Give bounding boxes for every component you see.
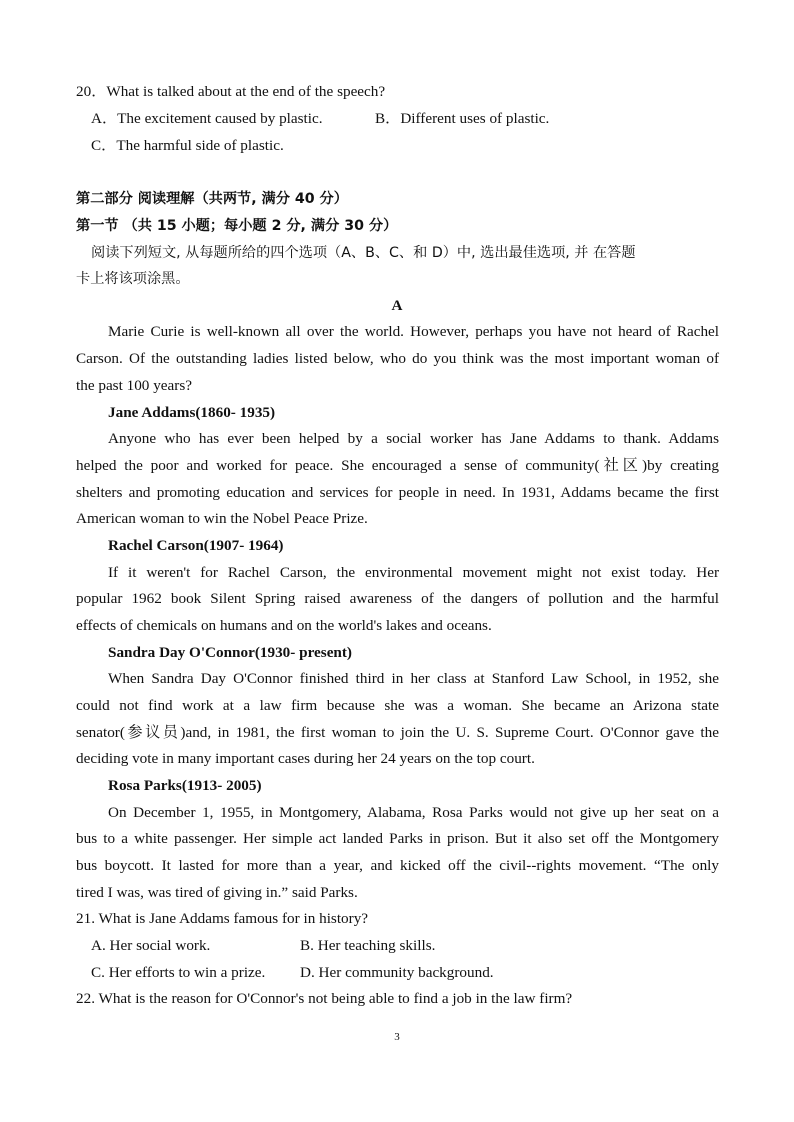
intro-line-3: the past 100 years? bbox=[76, 377, 192, 394]
addams-line-4: American woman to win the Nobel Peace Prize. bbox=[76, 510, 368, 527]
parks-line-3: bus boycott. It lasted for more than a year, and kicked off the civil--rights movement. “The only bbox=[76, 857, 719, 874]
carson-line-1: If it weren't for Rachel Carson, the environmental movement might not exist today. Her bbox=[108, 564, 719, 581]
page-number: 3 bbox=[394, 1031, 400, 1043]
section-name-oconnor: Sandra Day O'Connor(1930- present) bbox=[108, 644, 352, 661]
oconnor-line-1: When Sandra Day O'Connor finished third in her class at Stanford Law School, in 1952, she bbox=[108, 670, 719, 687]
q21-option-b: B. Her teaching skills. bbox=[300, 937, 436, 954]
carson-line-2: popular 1962 book Silent Spring raised awareness of the dangers of pollution and the harmful bbox=[76, 590, 719, 607]
q20-option-c: C．The harmful side of plastic. bbox=[91, 137, 284, 154]
q20-option-a: A．The excitement caused by plastic. bbox=[91, 110, 323, 127]
section-name-addams: Jane Addams(1860- 1935) bbox=[108, 404, 276, 421]
q21-option-a: A. Her social work. bbox=[91, 937, 211, 954]
intro-line-1: Marie Curie is well-known all over the world. However, perhaps you have not heard of Rachel bbox=[108, 323, 719, 340]
carson-line-3: effects of chemicals on humans and on the world's lakes and oceans. bbox=[76, 617, 492, 634]
instructions-line-2: 卡上将该项涂黑。 bbox=[76, 271, 190, 287]
addams-line-2: helped the poor and worked for peace. She encouraged a sense of community(社区)by creating bbox=[76, 457, 719, 474]
instructions-line-1: 阅读下列短文, 从每题所给的四个选项（A、B、C、和 D）中, 选出最佳选项, 并 在答题 bbox=[91, 245, 636, 261]
parks-line-4: tired I was, was tired of giving in.” said Parks. bbox=[76, 884, 358, 901]
addams-line-3: shelters and promoting education and services for people in need. In 1931, Addams became the first bbox=[76, 484, 719, 501]
q21-question: 21. What is Jane Addams famous for in history? bbox=[76, 910, 369, 927]
q21-option-d: D. Her community background. bbox=[300, 964, 494, 981]
q21-option-c: C. Her efforts to win a prize. bbox=[91, 964, 266, 981]
q20-option-b: B．Different uses of plastic. bbox=[375, 110, 550, 127]
section1-heading: 第一节 （共 15 小题；每小题 2 分, 满分 30 分） bbox=[76, 218, 398, 234]
section-name-parks: Rosa Parks(1913- 2005) bbox=[108, 777, 262, 794]
addams-line-1: Anyone who has ever been helped by a social worker has Jane Addams to thank. Addams bbox=[108, 430, 719, 447]
oconnor-line-4: deciding vote in many important cases during her 24 years on the top court. bbox=[76, 750, 535, 767]
intro-line-2: Carson. Of the outstanding ladies listed below, who do you think was the most important woman of bbox=[76, 350, 719, 367]
section-name-carson: Rachel Carson(1907- 1964) bbox=[108, 537, 284, 554]
part2-heading: 第二部分 阅读理解（共两节, 满分 40 分） bbox=[76, 191, 348, 207]
parks-line-2: bus to a white passenger. Her simple act landed Parks in prison. But it also set off the Montgomery bbox=[76, 830, 719, 847]
passage-label: A bbox=[391, 297, 403, 314]
oconnor-line-3: senator(参议员)and, in 1981, the first woman to join the U. S. Supreme Court. O'Connor gave the bbox=[76, 724, 719, 741]
q20-question: 20．What is talked about at the end of the speech? bbox=[76, 83, 386, 100]
oconnor-line-2: could not find work at a law firm because she was a woman. She became an Arizona state bbox=[76, 697, 719, 714]
q22-question: 22. What is the reason for O'Connor's not being able to find a job in the law firm? bbox=[76, 990, 573, 1007]
parks-line-1: On December 1, 1955, in Montgomery, Alabama, Rosa Parks would not give up her seat on a bbox=[108, 804, 719, 821]
